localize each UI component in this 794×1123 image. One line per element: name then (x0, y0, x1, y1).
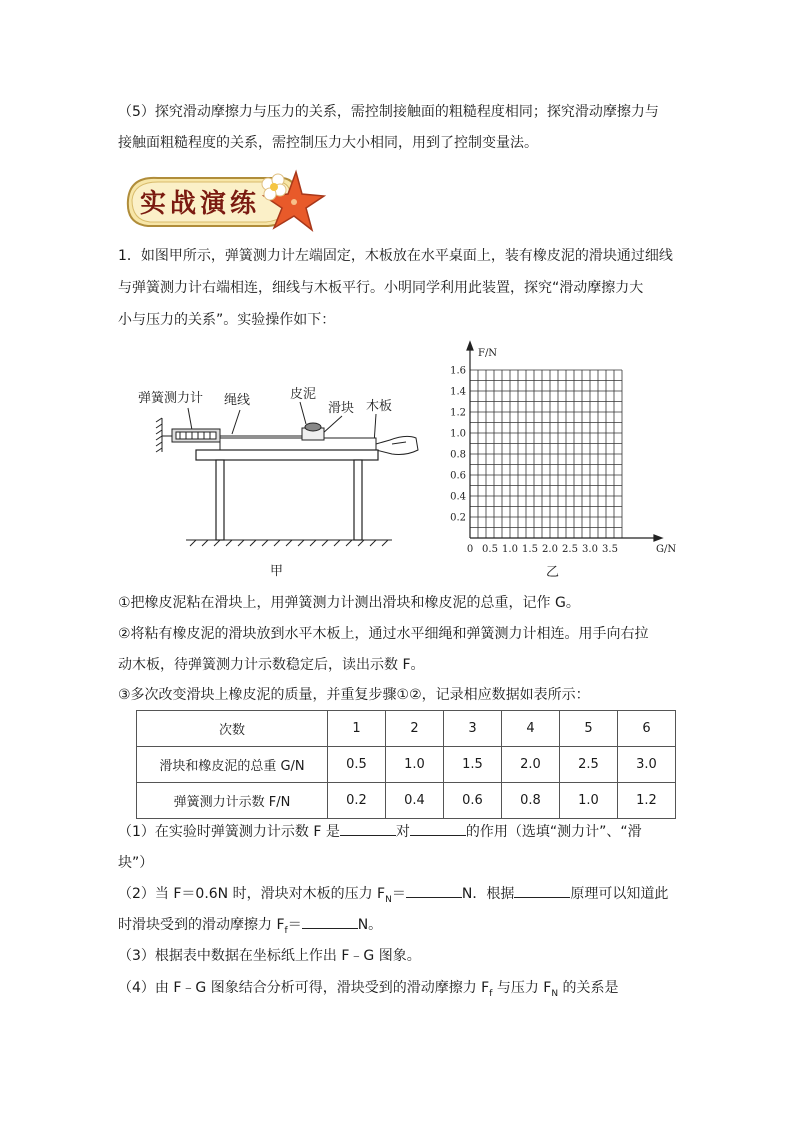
step-2-line-2: 动木板，待弹簧测力计示数稳定后，读出示数 F。 (118, 657, 425, 673)
label-rope: 绳线 (224, 393, 251, 408)
text: （4）由 F﹣G 图象结合分析可得，滑块受到的滑动摩擦力 F (118, 980, 490, 996)
table-cell: 0.8 (502, 783, 560, 819)
x-tick-label: 0 (466, 544, 474, 555)
paragraph-5-line-1: （5）探究滑动摩擦力与压力的关系，需控制接触面的粗糙程度相同；探究滑动摩擦力与 (118, 104, 659, 120)
table-cell: 2 (386, 711, 444, 747)
label-clay: 皮泥 (290, 387, 317, 402)
text: 的作用（选填“测力计”、“滑 (465, 824, 642, 840)
text: （1）在实验时弹簧测力计示数 F 是 (118, 824, 340, 840)
text: （2）当 F＝0.6N 时，滑块对木板的压力 F (118, 886, 386, 902)
table-cell: 3.0 (618, 747, 676, 783)
text: N。 (357, 917, 383, 933)
x-tick-label: 3.0 (582, 544, 598, 555)
caption-jia: 甲 (270, 564, 284, 579)
text: N．根据 (461, 886, 515, 902)
text: 对 (395, 824, 410, 840)
table (196, 450, 378, 540)
spring-scale (162, 429, 228, 442)
apparatus-figure (130, 378, 430, 578)
wooden-board (220, 438, 376, 450)
question-1-line-3: 小与压力的关系”。实验操作如下： (118, 312, 336, 328)
answer-blank[interactable] (340, 821, 396, 836)
y-tick-label: 0.6 (450, 470, 466, 482)
caption-yi: 乙 (546, 565, 560, 580)
step-2-line-1: ②将粘有橡皮泥的滑块放到水平木板上，通过水平细绳和弹簧测力计相连。用手向右拉 (118, 626, 649, 642)
text: ＝ (287, 917, 302, 933)
subscript: N (551, 988, 559, 999)
table-cell: 1 (328, 711, 386, 747)
x-tick-label: 2.5 (562, 544, 578, 555)
step-3: ③多次改变滑块上橡皮泥的质量，并重复步骤①②，记录相应数据如表所示： (118, 687, 590, 703)
step-1: ①把橡皮泥粘在滑块上，用弹簧测力计测出滑块和橡皮泥的总重，记作 G。 (118, 595, 580, 611)
text: 的关系是 (558, 980, 619, 996)
grid-chart (440, 340, 677, 560)
table-cell: 1.2 (618, 783, 676, 819)
table-cell: 1.5 (444, 747, 502, 783)
wall (156, 418, 162, 452)
text: 时滑块受到的滑动摩擦力 F (118, 917, 285, 933)
x-axis-label: G/N (656, 544, 677, 555)
table-cell: 0.4 (386, 783, 444, 819)
subscript: N (385, 894, 392, 905)
table-row (137, 747, 676, 783)
y-tick-label: 1.4 (450, 386, 466, 398)
table-cell: 弹簧测力计示数 F/N (137, 783, 328, 819)
question-1-line-2: 与弹簧测力计右端相连，细线与木板平行。小明同学利用此装置，探究“滑动摩擦力大 (118, 280, 644, 296)
answer-blank[interactable] (410, 821, 466, 836)
table-row (137, 783, 676, 819)
y-tick-label: 1.0 (450, 428, 466, 440)
table-cell: 4 (502, 711, 560, 747)
answer-blank[interactable] (514, 883, 570, 898)
practice-banner (118, 170, 328, 232)
label-block: 滑块 (328, 401, 355, 416)
answer-blank[interactable] (302, 914, 358, 929)
table-cell: 0.6 (444, 783, 502, 819)
text: ＝ (391, 886, 406, 902)
x-tick-label: 1.0 (502, 544, 518, 555)
y-axis-arrow (467, 342, 473, 350)
table-cell: 6 (618, 711, 676, 747)
x-tick-label: 2.0 (542, 544, 558, 555)
question-1-line-1: 1．如图甲所示，弹簧测力计左端固定，木板放在水平桌面上，装有橡皮泥的滑块通过细线 (118, 248, 673, 264)
text: 与压力 F (492, 980, 552, 996)
table-cell: 1.0 (560, 783, 618, 819)
text: 原理可以知道此 (570, 886, 669, 902)
x-axis-arrow (654, 535, 662, 541)
floor (186, 540, 392, 546)
y-tick-label: 0.4 (450, 491, 466, 503)
y-tick-label: 1.2 (450, 407, 466, 419)
x-tick-label: 0.5 (482, 544, 498, 555)
data-table (136, 710, 676, 819)
subquestion-4-line-1 (118, 973, 678, 1010)
subscript: f (284, 925, 288, 936)
paragraph-5-line-2: 接触面粗糙程度的关系，需控制压力大小相同，用到了控制变量法。 (118, 135, 538, 151)
y-axis-label: F/N (478, 348, 498, 359)
subquestion-1-line-2: 块”） (118, 855, 154, 871)
banner-title: 实战演练 (140, 189, 261, 219)
table-row (137, 711, 676, 747)
table-cell: 0.2 (328, 783, 386, 819)
y-tick-label: 1.6 (450, 365, 466, 377)
subquestion-1-line-1 (118, 817, 678, 848)
x-tick-label: 3.5 (602, 544, 618, 555)
hand-icon (376, 436, 418, 454)
table-cell: 滑块和橡皮泥的总重 G/N (137, 747, 328, 783)
label-board: 木板 (366, 399, 393, 414)
label-spring-scale: 弹簧测力计 (138, 391, 204, 406)
table-cell: 0.5 (328, 747, 386, 783)
subquestion-3: （3）根据表中数据在坐标纸上作出 F﹣G 图象。 (118, 948, 421, 964)
clay (305, 423, 321, 431)
table-cell: 2.0 (502, 747, 560, 783)
table-cell: 次数 (137, 711, 328, 747)
table-cell: 3 (444, 711, 502, 747)
answer-blank[interactable] (406, 883, 462, 898)
table-cell: 5 (560, 711, 618, 747)
y-tick-label: 0.8 (450, 449, 466, 461)
x-tick-label: 1.5 (522, 544, 538, 555)
y-tick-label: 0.2 (450, 512, 466, 524)
table-cell: 2.5 (560, 747, 618, 783)
subscript: f (489, 988, 493, 999)
table-cell: 1.0 (386, 747, 444, 783)
